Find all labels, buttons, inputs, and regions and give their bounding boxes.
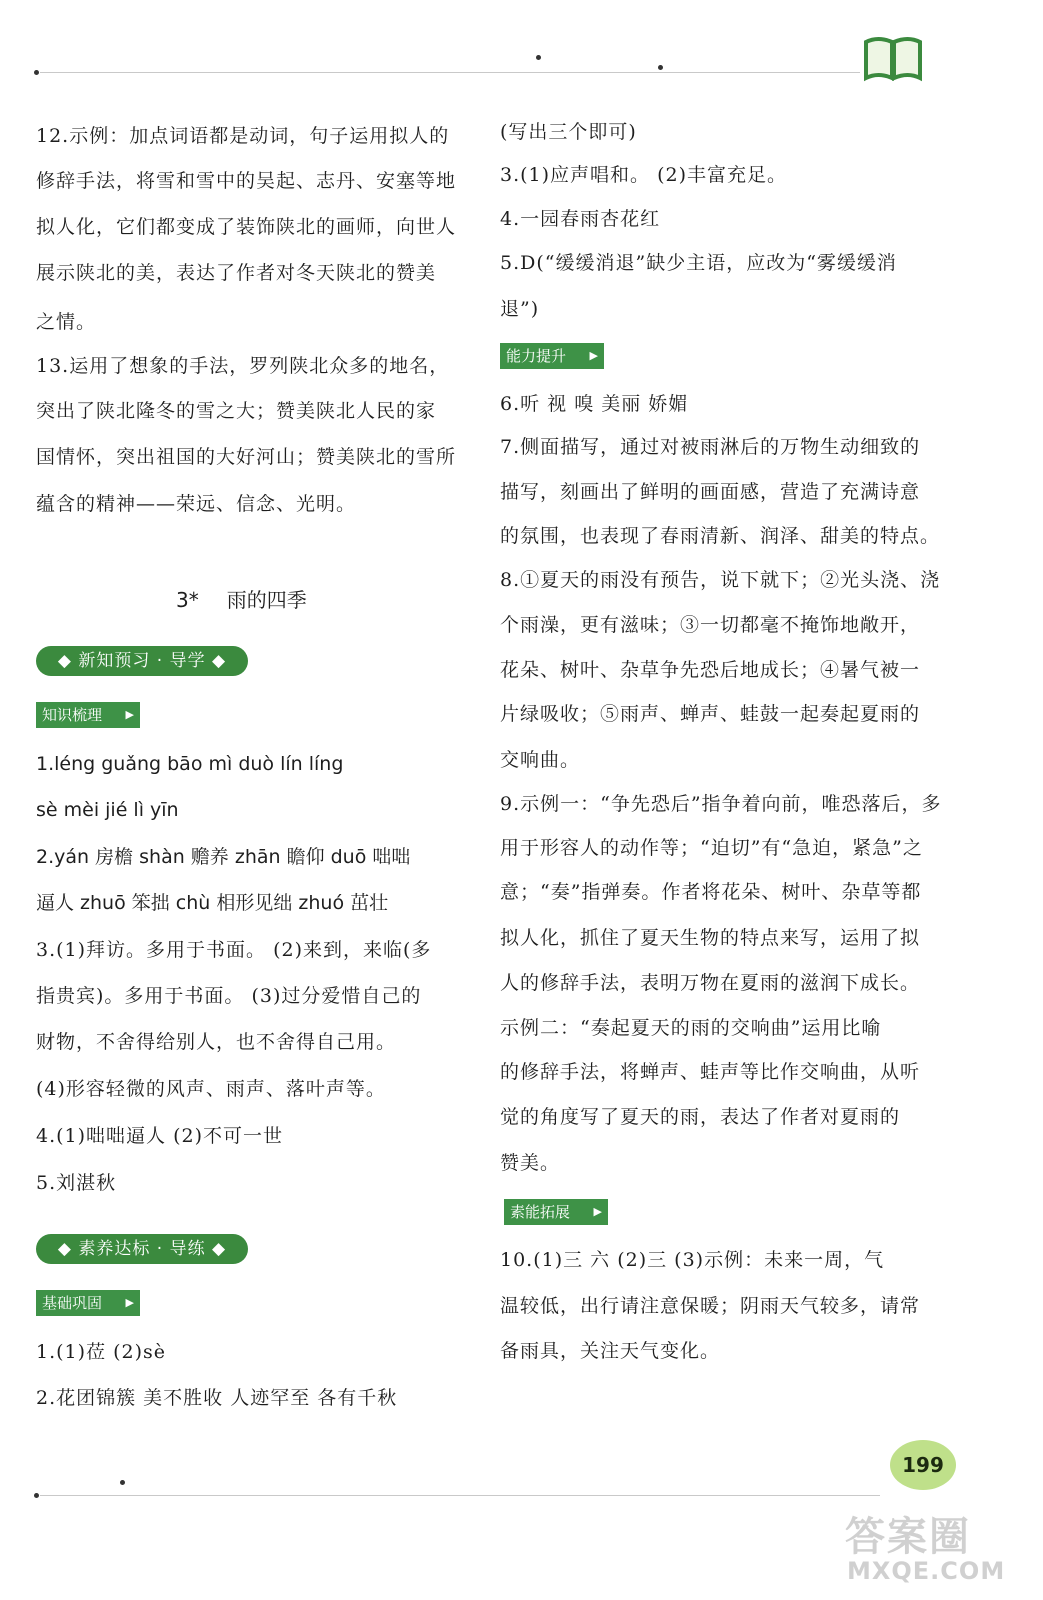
watermark <box>845 1505 1035 1595</box>
answer-line: 展示陕北的美，表达了作者对冬天陕北的赞美 <box>36 262 437 284</box>
answer-line: 退”) <box>500 298 540 320</box>
answer-line: 蕴含的精神——荣远、信念、光明。 <box>36 493 357 515</box>
tag-literacy-expansion: 素能拓展 ▶ <box>504 1199 608 1225</box>
answer-line: 5.D(“缓缓消退”缺少主语，应改为“雾缓缓消 <box>500 252 897 274</box>
answer-line: 4.一园春雨杏花红 <box>500 208 661 230</box>
section-name: 雨的四季 <box>226 588 307 612</box>
answer-line: 花朵、树叶、杂草争先恐后地成长；④暑气被一 <box>500 659 921 681</box>
header-dot <box>536 55 541 60</box>
answer-line: 个雨澡，更有滋味；③一切都毫不掩饰地敞开， <box>500 614 921 636</box>
answer-line: 意；“奏”指弹奏。作者将花朵、树叶、杂草等都 <box>500 881 922 903</box>
answer-line: 逼人 zhuō 笨拙 chù 相形见绌 zhuó 茁壮 <box>36 892 389 914</box>
open-book-icon <box>862 34 924 82</box>
answer-line: 财物，不舍得给别人，也不舍得自己用。 <box>36 1031 397 1053</box>
footer-dot <box>120 1480 125 1485</box>
answer-line: 示例二：“奏起夏天的雨的交响曲”运用比喻 <box>500 1017 882 1039</box>
watermark-url: MXQE.COM <box>847 1557 1006 1585</box>
header-dot <box>34 70 39 75</box>
answer-line: 觉的角度写了夏天的雨，表达了作者对夏雨的 <box>500 1106 901 1128</box>
section-title <box>176 584 307 613</box>
answer-line: 3.(1)应声唱和。 (2)丰富充足。 <box>500 164 787 186</box>
answer-line: 用于形容人的动作等；“迫切”有“急迫，紧急”之 <box>500 837 923 859</box>
answer-line: 13.运用了想象的手法，罗列陕北众多的地名， <box>36 355 450 377</box>
section-banner-practice: ◆ 素养达标 · 导练 ◆ <box>36 1234 248 1264</box>
answer-line: 2.花团锦簇 美不胜收 人迹罕至 各有千秋 <box>36 1387 398 1409</box>
answer-line: 拟人化，抓住了夏天生物的特点来写，运用了拟 <box>500 927 921 949</box>
answer-line: 突出了陕北隆冬的雪之大；赞美陕北人民的家 <box>36 400 437 422</box>
answer-line: (4)形容轻微的风声、雨声、落叶声等。 <box>36 1078 386 1100</box>
answer-line: 赞美。 <box>500 1152 561 1174</box>
section-banner-preview: ◆ 新知预习 · 导学 ◆ <box>36 646 248 676</box>
tag-basic-consolidation: 基础巩固 ▶ <box>36 1290 140 1316</box>
answer-line: 1.(1)莅 (2)sè <box>36 1341 166 1363</box>
answer-line: 的氛围，也表现了春雨清新、润泽、甜美的特点。 <box>500 525 941 547</box>
answer-line: 温较低，出行请注意保暖；阴雨天气较多，请常 <box>500 1295 921 1317</box>
answer-line: 人的修辞手法，表明万物在夏雨的滋润下成长。 <box>500 972 921 994</box>
answer-line: 片绿吸收；⑤雨声、蝉声、蛙鼓一起奏起夏雨的 <box>500 703 921 725</box>
page-number: 199 <box>890 1440 956 1490</box>
header-rule <box>40 72 860 73</box>
answer-line: 1.léng guǎng bāo mì duò lín líng <box>36 753 344 775</box>
answer-line: 12.示例：加点词语都是动词，句子运用拟人的 <box>36 125 450 147</box>
answer-line: 修辞手法，将雪和雪中的吴起、志丹、安塞等地 <box>36 170 457 192</box>
tag-knowledge-review: 知识梳理 ▶ <box>36 702 140 728</box>
answer-line: 拟人化，它们都变成了装饰陕北的画师，向世人 <box>36 216 457 238</box>
answer-line: 交响曲。 <box>500 749 581 771</box>
section-number: 3* <box>176 588 199 612</box>
answer-line: 3.(1)拜访。多用于书面。 (2)来到，来临(多 <box>36 939 432 961</box>
answer-line: 备雨具，关注天气变化。 <box>500 1340 721 1362</box>
header-dot <box>658 65 663 70</box>
answer-line: 国情怀，突出祖国的大好河山；赞美陕北的雪所 <box>36 446 457 468</box>
answer-line: 9.示例一：“争先恐后”指争着向前，唯恐落后，多 <box>500 793 942 815</box>
answer-line: 4.(1)咄咄逼人 (2)不可一世 <box>36 1125 283 1147</box>
footer-rule <box>40 1495 880 1496</box>
answer-line: 的修辞手法，将蝉声、蛙声等比作交响曲，从听 <box>500 1061 921 1083</box>
answer-line: 8.①夏天的雨没有预告，说下就下；②光头浇、浇 <box>500 569 941 591</box>
answer-line: 指贵宾)。多用于书面。 (3)过分爱惜自己的 <box>36 985 422 1007</box>
answer-line: 2.yán 房檐 shàn 赡养 zhān 瞻仰 duō 咄咄 <box>36 846 411 868</box>
tag-ability-improvement: 能力提升 ▶ <box>500 343 604 369</box>
answer-line: 描写，刻画出了鲜明的画面感，营造了充满诗意 <box>500 481 921 503</box>
answer-line: 之情。 <box>36 311 97 333</box>
answer-line: 5.刘湛秋 <box>36 1172 117 1194</box>
footer-dot <box>34 1493 39 1498</box>
watermark-text: 答案圈 <box>845 1514 971 1560</box>
answer-line: (写出三个即可) <box>500 121 637 143</box>
answer-line: 10.(1)三 六 (2)三 (3)示例：未来一周，气 <box>500 1249 885 1271</box>
answer-line: 6.听 视 嗅 美丽 娇媚 <box>500 393 689 415</box>
answer-line: 7.侧面描写，通过对被雨淋后的万物生动细致的 <box>500 436 921 458</box>
answer-line: sè mèi jié lì yīn <box>36 799 179 821</box>
